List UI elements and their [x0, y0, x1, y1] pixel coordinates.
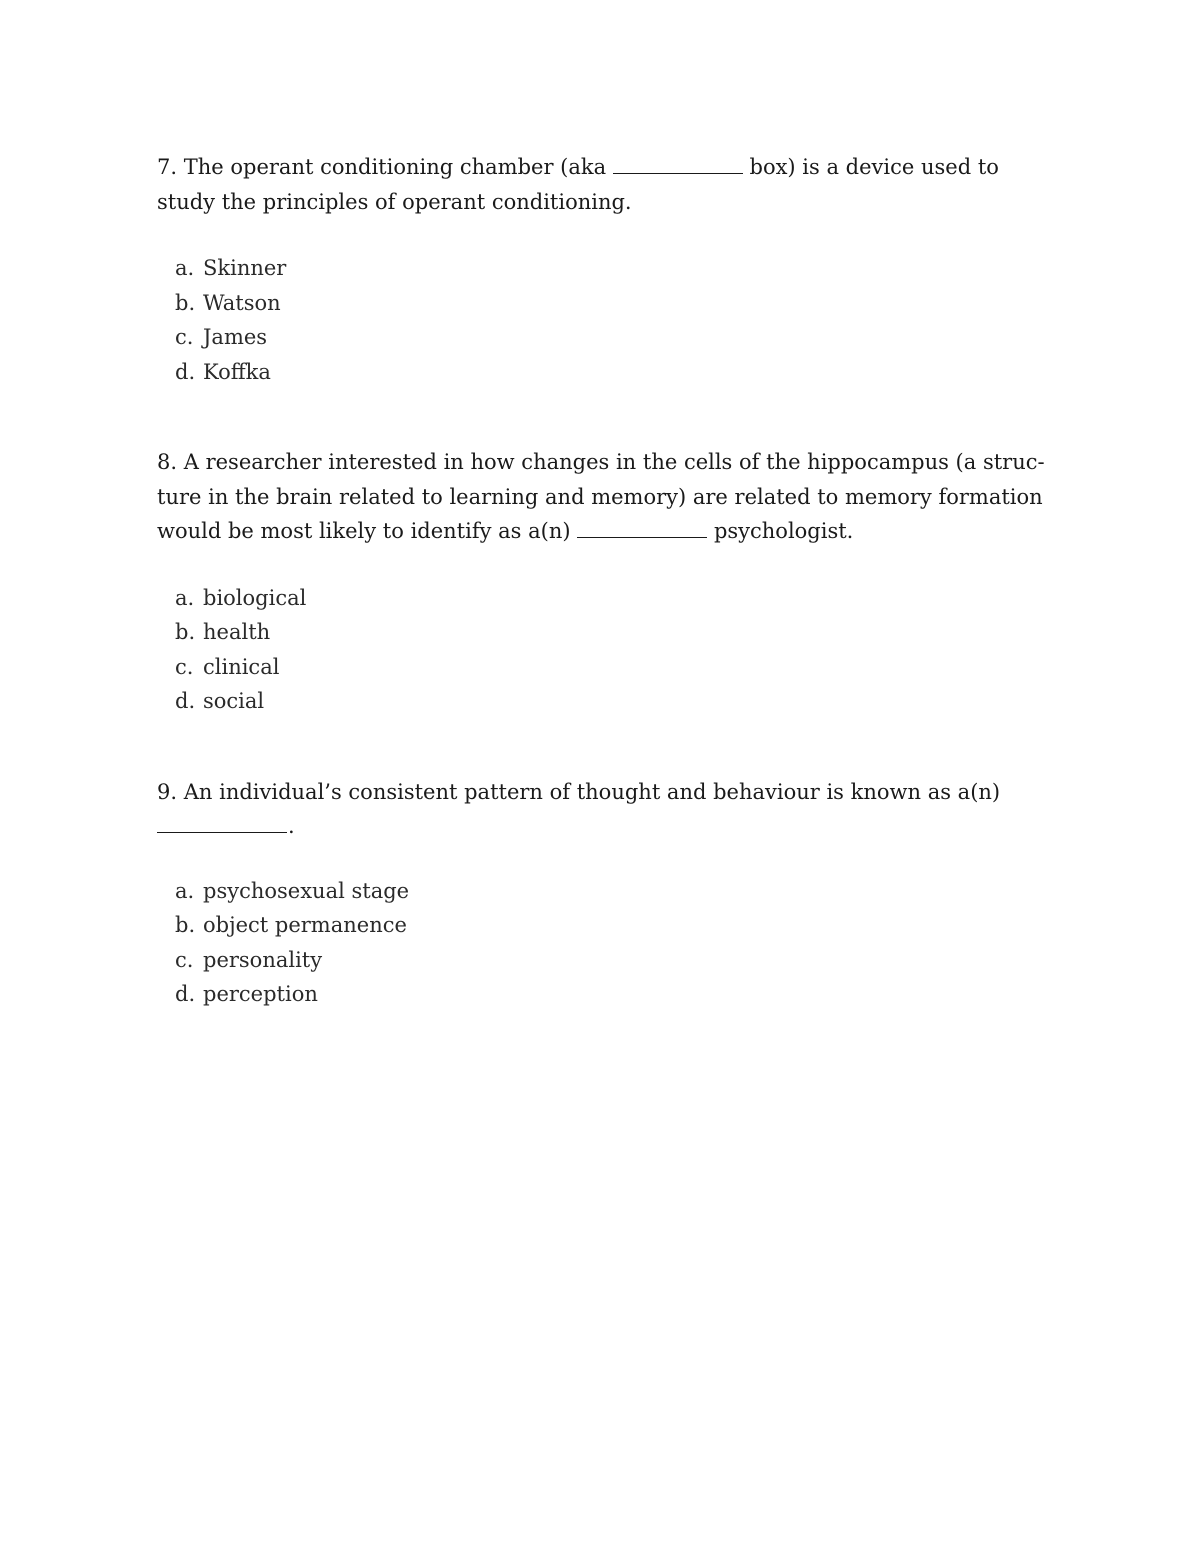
- question-9-text-after: .: [288, 814, 295, 838]
- question-8-option-a: a. biological: [175, 585, 307, 610]
- question-8-option-c: c. clinical: [175, 654, 280, 679]
- question-7-options: [157, 251, 1047, 389]
- question-9-text: [157, 775, 1047, 810]
- question-8-number: 8.: [157, 450, 178, 474]
- question-9-option-a: a. psychosexual stage: [175, 878, 410, 903]
- question-9: [157, 775, 1047, 1012]
- quiz-page: [157, 150, 1047, 1012]
- question-8-option-b: b. health: [175, 620, 271, 644]
- question-9-option-d: d. perception: [175, 982, 318, 1006]
- question-9-blank-row: [157, 809, 1047, 844]
- question-7-text: [157, 150, 1047, 219]
- question-8-text: [157, 445, 1047, 549]
- question-7-option-b: b. Watson: [175, 290, 281, 315]
- question-7-text-after: box) is a device used to study the principles of operant conditioning.: [157, 155, 999, 214]
- question-9-blank: [157, 814, 287, 833]
- question-7-option-a: a. Skinner: [175, 256, 287, 280]
- question-8: [157, 445, 1047, 719]
- question-7-number: 7.: [157, 155, 178, 179]
- question-7-text-before: The operant conditioning chamber (aka: [183, 155, 607, 179]
- question-7-option-c: c. James: [175, 325, 268, 349]
- question-8-blank: [577, 519, 707, 538]
- question-7: [157, 150, 1047, 389]
- question-8-text-after: psychologist.: [713, 519, 854, 543]
- question-8-option-d: d. social: [175, 689, 265, 713]
- question-9-option-b: b. object permanence: [175, 913, 407, 937]
- question-9-option-c: c. personality: [175, 947, 323, 972]
- question-8-text-before: A researcher interested in how changes in the cells of the hippocampus (a struc-ture in the brain related to learning and memory) are related to memory formation would be most likely to identify as a(n): [157, 450, 1045, 543]
- question-9-options: [157, 874, 1047, 1012]
- question-7-option-d: d. Koffka: [175, 359, 271, 384]
- question-9-text-before: An individual’s consistent pattern of thought and behaviour is known as a(n): [183, 779, 1001, 804]
- question-7-blank: [613, 155, 743, 174]
- question-8-options: [157, 581, 1047, 719]
- question-9-number: 9.: [157, 779, 178, 804]
